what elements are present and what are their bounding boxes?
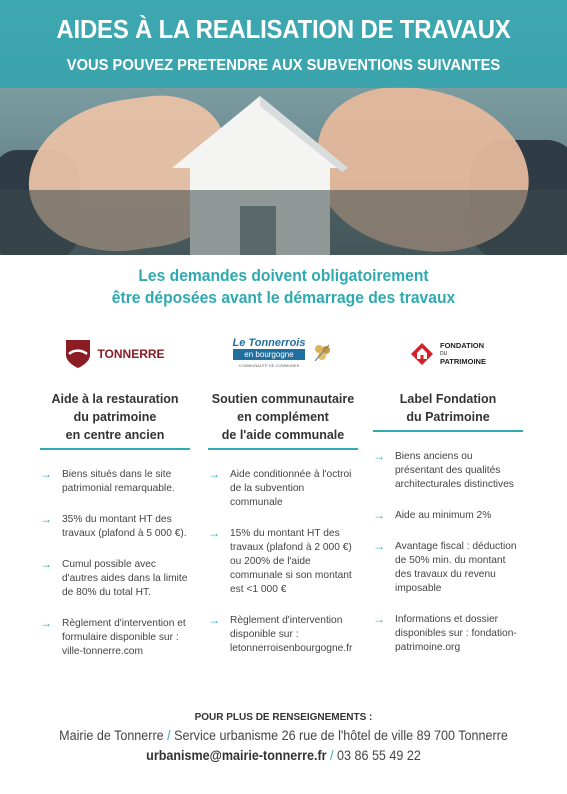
title-line: en centre ancien [65, 428, 165, 442]
hero-shadow [0, 190, 567, 255]
arrow-right-icon: → [208, 467, 220, 481]
list-item [373, 509, 523, 523]
list-item [373, 613, 523, 655]
deadline-notice [23, 265, 545, 309]
divider [208, 448, 358, 450]
list-item [208, 527, 358, 597]
item-list [373, 450, 523, 655]
logo-line: FONDATION [440, 341, 485, 350]
tonnerre-shield-icon [65, 339, 91, 369]
item-text: Biens situés dans le site patrimonial remarquable. [62, 469, 175, 494]
mairie-name: Mairie de Tonnerre [59, 728, 164, 743]
phone-number: 03 86 55 49 22 [337, 748, 421, 763]
arrow-right-icon: → [373, 612, 385, 626]
logo-line: Le Tonnerrois [232, 336, 306, 349]
list-item [373, 540, 523, 596]
fondation-logo [373, 330, 523, 378]
tonnerrois-logo [208, 330, 358, 378]
tonnerre-logo-text: TONNERRE [97, 347, 165, 361]
item-text: 15% du montant HT des travaux (plafond à 2 000 €) ou 200% de l'aide communale si son montant est <1 000 € [230, 528, 352, 595]
list-item [40, 468, 190, 496]
title-line: Aide à la restauration [51, 392, 179, 406]
item-text: Informations et dossier disponibles sur : fondation-patrimoine.org [395, 614, 517, 653]
list-item [208, 614, 358, 656]
list-item [40, 558, 190, 600]
arrow-right-icon: → [373, 508, 385, 522]
column-title [373, 390, 523, 426]
arrow-right-icon: → [40, 557, 52, 571]
arrow-right-icon: → [373, 449, 385, 463]
item-list [40, 468, 190, 659]
list-item [40, 513, 190, 541]
separator: / [167, 728, 171, 743]
item-text: Aide au minimum 2% [395, 510, 492, 521]
column-tonnerre [40, 330, 190, 676]
item-text: 35% du montant HT des travaux (plafond à 5 000 €). [62, 514, 187, 539]
column-title [40, 390, 190, 444]
item-text: Cumul possible avec d'autres aides dans la limite de 80% du total HT. [62, 559, 188, 598]
list-item [208, 468, 358, 510]
title-line: du patrimoine [73, 410, 157, 424]
title-line: Label Fondation [399, 392, 497, 406]
service-address: Service urbanisme 26 rue de l'hôtel de ville 89 700 Tonnerre [174, 728, 508, 743]
list-item [40, 617, 190, 659]
notice-line-2: être déposées avant le démarrage des travaux [111, 288, 456, 307]
footer-heading: POUR PLUS DE RENSEIGNEMENTS : [194, 712, 373, 723]
arrow-right-icon: → [208, 526, 220, 540]
title-line: de l'aide communale [221, 428, 345, 442]
fondation-logo-text [440, 342, 486, 366]
column-title [208, 390, 358, 444]
arrow-right-icon: → [373, 539, 385, 553]
separator: / [330, 748, 334, 763]
logo-line: PATRIMOINE [440, 357, 486, 366]
item-text: Règlement d'intervention disponible sur : letonnerroisenbourgogne.fr [230, 615, 353, 654]
divider [373, 430, 523, 432]
list-item [373, 450, 523, 492]
footer-contact [20, 748, 547, 763]
arrow-right-icon: → [208, 613, 220, 627]
hero-image [0, 0, 567, 255]
logo-line: DU [440, 351, 448, 357]
footer [0, 712, 567, 763]
title-line: du Patrimoine [406, 410, 490, 424]
notice-line-1: Les demandes doivent obligatoirement [138, 266, 429, 285]
email-link[interactable]: urbanisme@mairie-tonnerre.fr [146, 748, 327, 763]
page-title: AIDES À LA REALISATION DE TRAVAUX [56, 14, 511, 44]
fondation-house-icon [410, 342, 434, 366]
item-text: Aide conditionnée à l'octroi de la subvention communale [230, 469, 352, 508]
item-list [208, 468, 358, 656]
column-tonnerrois [208, 330, 358, 673]
item-text: Avantage fiscal : déduction de 50% min. du montant des travaux du revenu imposable [395, 541, 517, 594]
logo-line: COMMUNAUTÉ DE COMMUNES [238, 362, 300, 368]
arrow-right-icon: → [40, 512, 52, 526]
item-text: Biens anciens ou présentant des qualités architecturales distinctives [395, 451, 514, 490]
arrow-right-icon: → [40, 616, 52, 630]
grapes-icon [311, 341, 333, 367]
arrow-right-icon: → [40, 467, 52, 481]
title-line: Soutien communautaire [211, 392, 355, 406]
tonnerre-logo [40, 330, 190, 378]
page-subtitle: VOUS POUVEZ PRETENDRE AUX SUBVENTIONS SUIVANTES [66, 57, 501, 74]
footer-address [20, 728, 547, 743]
item-text: Règlement d'intervention et formulaire disponible sur : ville-tonnerre.com [62, 618, 186, 657]
divider [40, 448, 190, 450]
title-line: en complément [237, 410, 329, 424]
logo-line: en bourgogne [233, 349, 306, 360]
tonnerrois-logo-text [233, 338, 306, 371]
column-fondation [373, 330, 523, 672]
